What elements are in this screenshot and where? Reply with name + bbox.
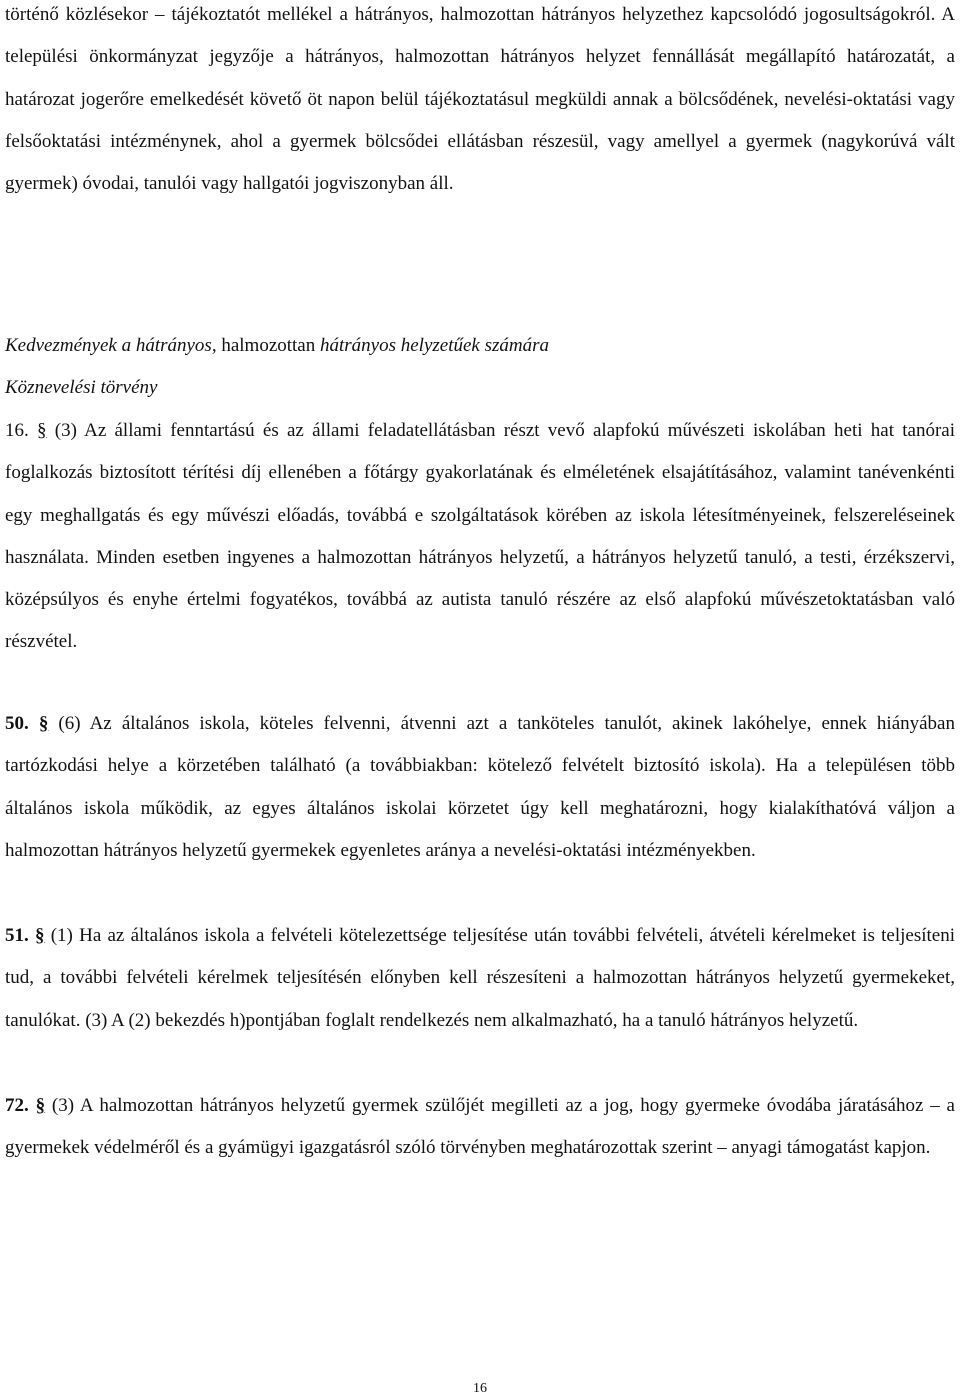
section-number: 50. [5, 713, 29, 734]
paragraph-notification [5, 0, 955, 205]
heading-part-regular: halmozottan [216, 335, 320, 356]
paragraph-section-16 [5, 410, 955, 664]
heading-part-italic-2: hátrányos helyzetűek számára [320, 335, 550, 356]
paragraph-text: történő közlésekor – tájékoztatót mellékel a hátrányos, halmozottan hátrányos helyzethez kapcsolódó jogosultságokról. A települési önkormányzat jegyzője a hátrányos, halmozottan hátrányos helyzet fennállását megállapító határozatát, a határozat jogerőre emelkedését követő öt napon belül tájékoztatásul megküldi annak a bölcsődének, nevelési-oktatási vagy felsőoktatási intézménynek, ahol a gyermek bölcsődei ellátásban részesül, vagy amellyel a gyermek (nagykorúvá vált gyermek) óvodai, tanulói vagy hallgatói jogviszonyban áll. [5, 4, 955, 195]
section-number: 51. [5, 925, 29, 946]
paragraph-text: (1) Ha az általános iskola a felvételi kötelezettsége teljesítése után további felvételi, átvételi kérelmeket is teljesíteni tud, a további felvételi kérelmek teljesítésén előnyben kell részesíteni a halmozottan hátrányos helyzetű gyermekeket, tanulókat. (3) A (2) bekezdés h)pontjában foglalt rendelkezés nem alkalmazható, ha a tanuló hátrányos helyzetű. [5, 925, 955, 1031]
law-subheading [5, 367, 955, 409]
paragraph-text: (3) Az állami fenntartású és az állami feladatellátásban részt vevő alapfokú művészeti iskolában heti hat tanórai foglalkozás biztosított térítési díj ellenében a főtárgy gyakorlatának és elméletének elsajátításához, valamint tanévenkénti egy meghallgatás és egy művészi előadás, továbbá e szolgáltatások körében az iskola létesítményeinek, felszereléseinek használata. Minden esetben ingyenes a halmozottan hátrányos helyzetű, a hátrányos helyzetű tanuló, a testi, érzékszervi, középsúlyos és enyhe értelmi fogyatékos, továbbá az autista tanuló részére az első alapfokú művészetoktatásban való részvétel. [5, 420, 955, 653]
section-heading [5, 325, 955, 367]
section-sign: § [35, 1095, 46, 1116]
section-sign: § [37, 420, 47, 441]
section-number: 72. [5, 1095, 29, 1116]
subheading-text: Köznevelési törvény [5, 377, 158, 398]
section-sign: § [34, 925, 45, 946]
paragraph-text: (3) A halmozottan hátrányos helyzetű gyermek szülőjét megilleti az a jog, hogy gyermeke óvodába járatásához – a gyermekek védelméről és a gyámügyi igazgatásról szóló törvényben meghatározottak szerint – anyagi támogatást kapjon. [5, 1095, 955, 1159]
paragraph-text: (6) Az általános iskola, köteles felvenni, átvenni azt a tanköteles tanulót, akinek lakóhelye, ennek hiányában tartózkodási helye a körzetében található (a továbbiakban: kötelező felvételt biztosító iskola). Ha a településen több általános iskola működik, az egyes általános iskolai körzetet úgy kell meghatározni, hogy kialakíthatóvá váljon a halmozottan hátrányos helyzetű gyermekek egyenletes aránya a nevelési-oktatási intézményekben. [5, 713, 955, 861]
paragraph-section-50 [5, 703, 955, 872]
section-sign: § [38, 713, 49, 734]
paragraph-section-51 [5, 915, 955, 1042]
page-number: 16 [473, 1381, 487, 1396]
paragraph-section-72 [5, 1085, 955, 1170]
heading-part-italic-1: Kedvezmények a hátrányos, [5, 335, 217, 356]
section-number: 16. [5, 420, 29, 441]
